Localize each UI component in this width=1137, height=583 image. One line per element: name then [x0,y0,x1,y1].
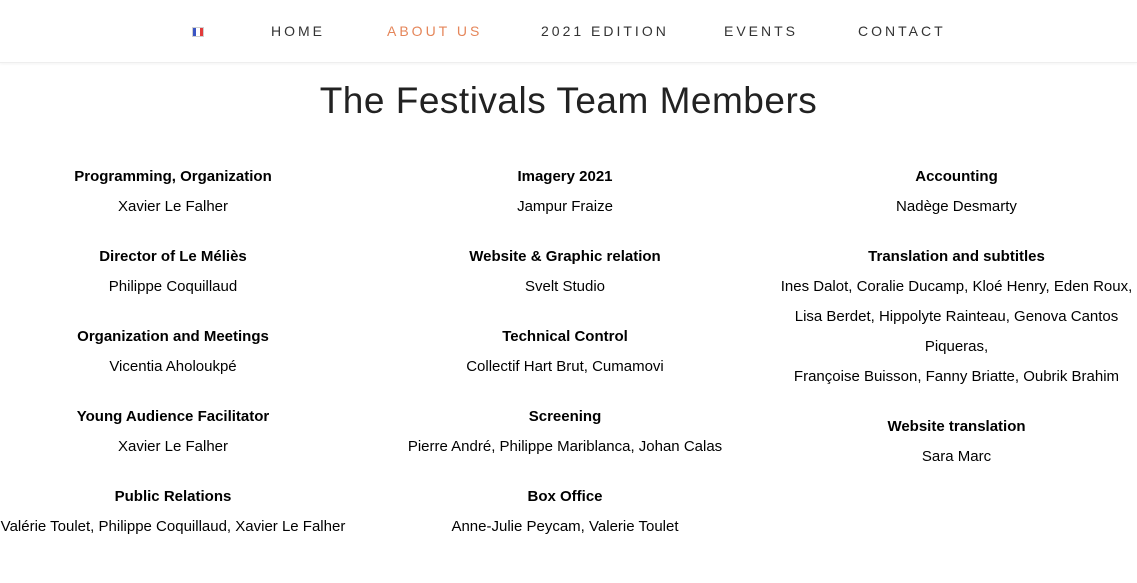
role-label: Translation and subtitles [868,248,1045,265]
member-names: Svelt Studio [524,278,606,295]
role-label: Website & Graphic relation [469,248,661,265]
role-label: Young Audience Facilitator [76,408,270,425]
member-names: Valérie Toulet, Philippe Coquillaud, Xavier Le Falher [0,518,346,535]
member-names: Pierre André, Philippe Mariblanca, Johan Calas [407,438,723,455]
member-names-line: Piqueras, [924,338,989,355]
nav-events[interactable]: EVENTS [724,23,799,39]
french-flag-icon[interactable] [192,27,204,37]
member-names: Sara Marc [921,448,992,465]
member-names-line: Lisa Berdet, Hippolyte Rainteau, Genova Cantos [794,308,1119,325]
member-names: Xavier Le Falher [117,198,229,215]
role-label: Organization and Meetings [77,328,269,345]
role-label: Public Relations [114,488,232,505]
member-names [776,272,1137,392]
member-names: Xavier Le Falher [117,438,229,455]
role-label: Technical Control [502,328,628,345]
role-label: Screening [528,408,602,425]
member-names: Collectif Hart Brut, Cumamovi [466,358,664,375]
role-label: Programming, Organization [74,168,272,185]
team-column-2 [392,162,738,562]
nav-2021-edition[interactable]: 2021 EDITION [541,23,669,39]
role-label: Director of Le Méliès [99,248,247,265]
member-names: Philippe Coquillaud [108,278,238,295]
team-column-1 [0,162,346,562]
role-label: Box Office [527,488,603,505]
nav-about-us[interactable]: ABOUT US [387,23,483,39]
page-title: The Festivals Team Members [319,80,818,121]
top-navigation [0,0,1137,63]
member-names-line: Ines Dalot, Coralie Ducamp, Kloé Henry, Eden Roux, [780,278,1133,295]
member-names: Vicentia Aholoukpé [109,358,237,375]
member-names: Nadège Desmarty [896,198,1017,215]
team-column-3 [776,162,1137,492]
role-label: Website translation [887,418,1026,435]
role-label: Imagery 2021 [517,168,613,185]
nav-home[interactable]: HOME [271,23,325,39]
member-names: Jampur Fraize [517,198,613,215]
member-names: Anne-Julie Peycam, Valerie Toulet [451,518,679,535]
role-label: Accounting [915,168,998,185]
nav-contact[interactable]: CONTACT [858,23,946,39]
member-names-line: Françoise Buisson, Fanny Briatte, Oubrik Brahim [793,368,1120,385]
